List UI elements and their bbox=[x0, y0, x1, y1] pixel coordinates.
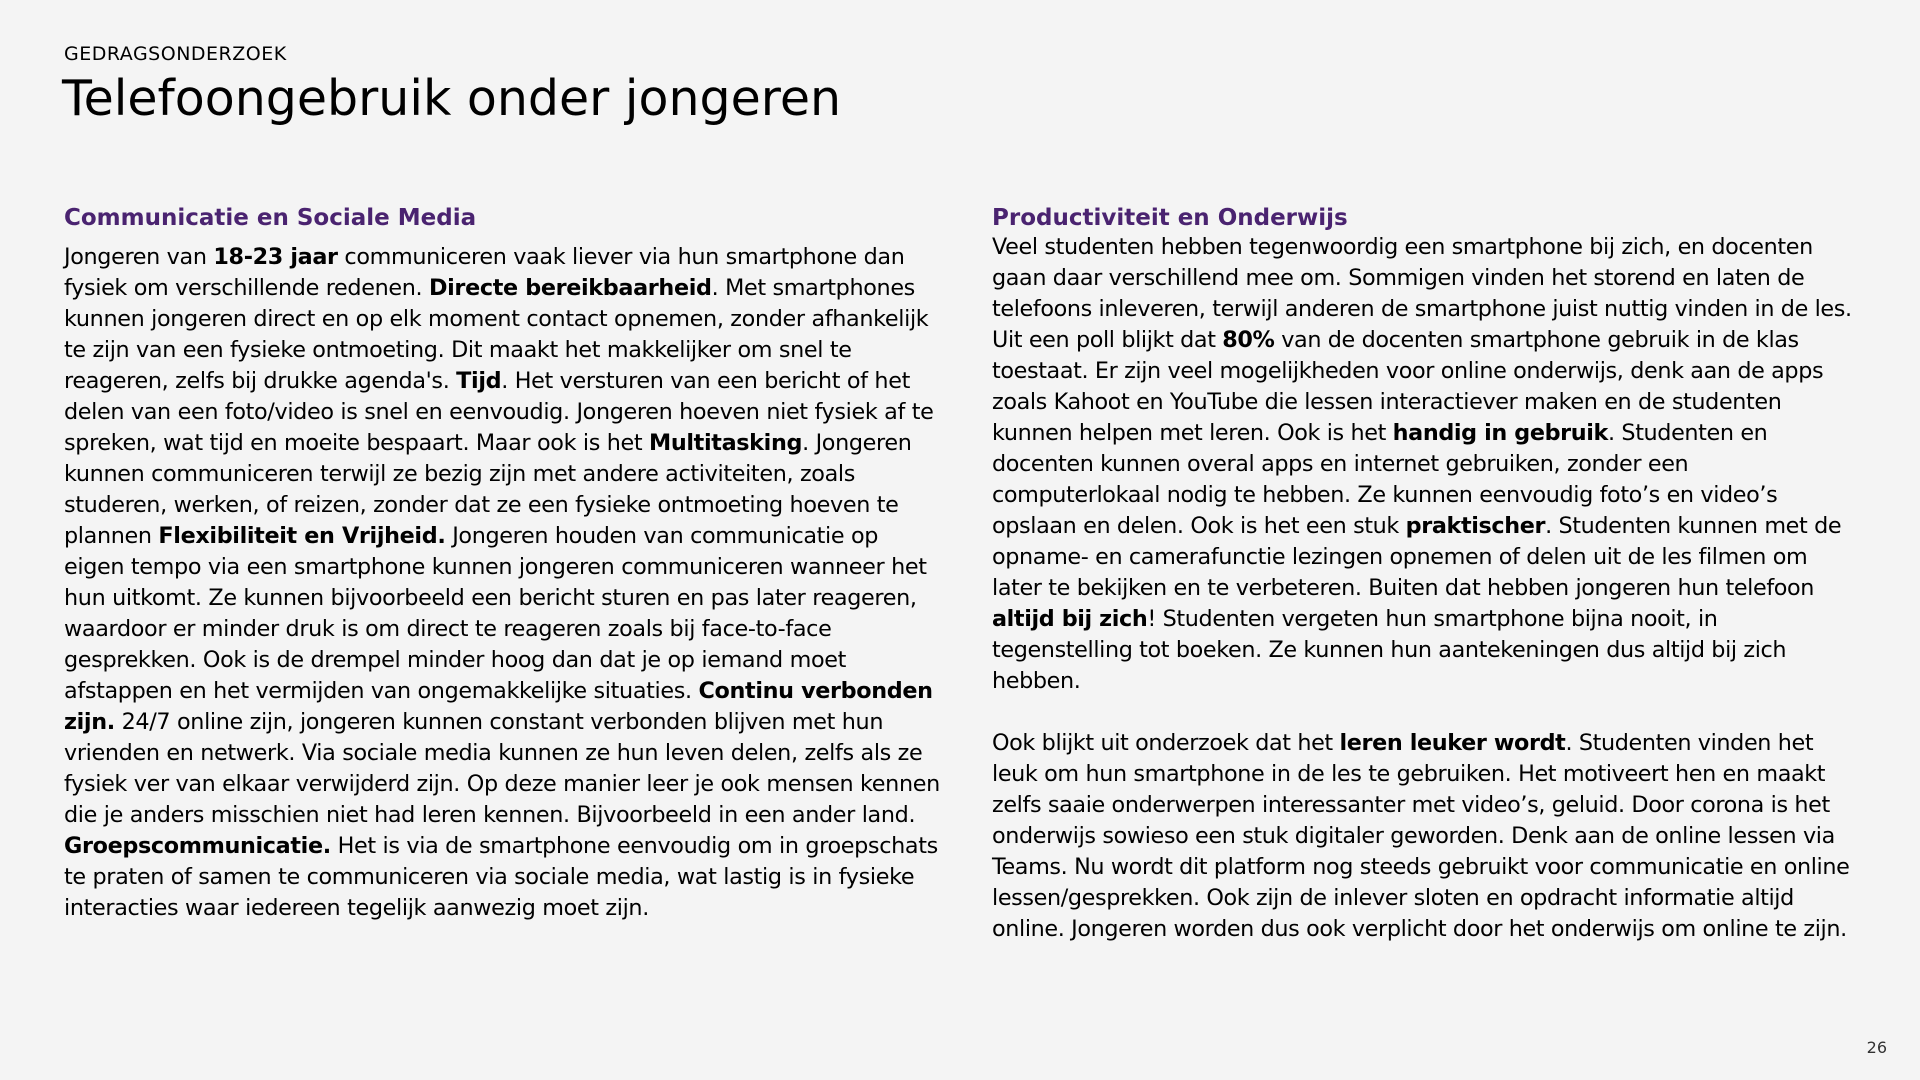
text-run: . Studenten kunnen met de opname- en camerafunctie lezingen opnemen of delen uit de les filmen om later te bekijken en te verbeteren. Buiten dat hebben jongeren hun telefoon bbox=[992, 513, 1842, 601]
bold-text-run: Tijd bbox=[456, 368, 502, 394]
bold-text-run: Directe bereikbaarheid bbox=[428, 275, 712, 301]
text-run: Ook blijkt uit onderzoek dat het bbox=[992, 730, 1340, 756]
text-run: . Het versturen van een bericht of het delen van een foto/video is snel en eenvoudig. Jongeren hoeven niet fysiek af te spreken, wat tijd en moeite bespaart. Maar ook is het bbox=[64, 368, 934, 456]
left-heading: Communicatie en Sociale Media bbox=[64, 205, 477, 231]
text-run: Jongeren van bbox=[64, 244, 214, 270]
text-run: 24/7 online zijn, jongeren kunnen constant verbonden blijven met hun vrienden en netwerk. Via sociale media kunnen ze hun leven delen, zelfs als ze fysiek ver van elkaar verwijderd zijn. Op deze manier leer je ook mensen kennen die je anders misschien niet had leren kennen. Bijvoorbeeld in een ander land. bbox=[64, 709, 940, 828]
text-run: Jongeren houden van communicatie op eigen tempo via een smartphone kunnen jongeren communiceren wanneer het hun uitkomt. Ze kunnen bijvoorbeeld een bericht sturen en pas later reageren, waardoor er minder druk is om direct te reageren zoals bij face-to-face gesprekken. Ook is de drempel minder hoog dan dat je op iemand moet afstappen en het vermijden van ongemakkelijke situaties. bbox=[64, 523, 927, 704]
bold-text-run: 80% bbox=[1222, 327, 1275, 353]
eyebrow-label: GEDRAGSONDERZOEK bbox=[64, 43, 287, 65]
text-run: . Studenten vinden het leuk om hun smartphone in de les te gebruiken. Het motiveert hen en maakt zelfs saaie onderwerpen interessanter met video’s, geluid. Door corona is het onderwijs sowieso een stuk digitaler geworden. Denk aan de online lessen via Teams. Nu wordt dit platform nog steeds gebruikt voor communicatie en online lessen/gesprekken. Ook zijn de inlever sloten en opdracht informatie altijd online. Jongeren worden dus ook verplicht door het onderwijs om online te zijn. bbox=[992, 730, 1850, 942]
right-paragraph-2 bbox=[992, 728, 1862, 945]
text-run: . Met smartphones kunnen jongeren direct en op elk moment contact opnemen, zonder afhankelijk te zijn van een fysieke ontmoeting. Dit maakt het makkelijker om snel te reageren, zelfs bij drukke agenda's. bbox=[64, 275, 929, 394]
text-run: van de docenten smartphone gebruik in de klas toestaat. Er zijn veel mogelijkheden voor online onderwijs, denk aan de apps zoals Kahoot en YouTube die lessen interactiever maken en de studenten kunnen helpen met leren. Ook is het bbox=[992, 327, 1824, 446]
right-heading: Productiviteit en Onderwijs bbox=[992, 205, 1348, 231]
text-run: . Studenten en docenten kunnen overal apps en internet gebruiken, zonder een computerlokaal nodig te hebben. Ze kunnen eenvoudig foto’s en video’s opslaan en delen. Ook is het een stuk bbox=[992, 420, 1778, 539]
right-column bbox=[992, 204, 1862, 945]
text-run: Het is via de smartphone eenvoudig om in groepschats te praten of samen te communiceren via sociale media, wat lastig is in fysieke interacties waar iedereen tegelijk aanwezig moet zijn. bbox=[64, 833, 938, 921]
bold-text-run: Flexibiliteit en Vrijheid. bbox=[158, 523, 446, 549]
bold-text-run: Groepscommunicatie. bbox=[64, 833, 331, 859]
bold-text-run: leren leuker wordt bbox=[1339, 730, 1566, 756]
bold-text-run: handig in gebruik bbox=[1392, 420, 1608, 446]
bold-text-run: altijd bij zich bbox=[992, 606, 1148, 632]
right-paragraph-1 bbox=[992, 232, 1862, 697]
page-title: Telefoongebruik onder jongeren bbox=[62, 70, 842, 127]
left-paragraph bbox=[64, 242, 944, 924]
text-run: Veel studenten hebben tegenwoordig een smartphone bij zich, en docenten gaan daar verschillend mee om. Sommigen vinden het storend en laten de telefoons inleveren, terwijl anderen de smartphone juist nuttig vinden in de les. Uit een poll blijkt dat bbox=[992, 234, 1852, 353]
paragraph-gap bbox=[992, 697, 1862, 728]
bold-text-run: praktischer bbox=[1405, 513, 1546, 539]
text-run: . Jongeren kunnen communiceren terwijl ze bezig zijn met andere activiteiten, zoals studeren, werken, of reizen, zonder dat ze een fysieke ontmoeting hoeven te plannen bbox=[64, 430, 912, 549]
bold-text-run: Multitasking bbox=[649, 430, 803, 456]
bold-text-run: 18-23 jaar bbox=[213, 244, 338, 270]
bold-text-run: Continu verbonden zijn. bbox=[64, 678, 933, 735]
text-run: ! Studenten vergeten hun smartphone bijna nooit, in tegenstelling tot boeken. Ze kunnen hun aantekeningen dus altijd bij zich hebben. bbox=[992, 606, 1787, 694]
text-run: communiceren vaak liever via hun smartphone dan fysiek om verschillende redenen. bbox=[64, 244, 905, 301]
page-number: 26 bbox=[1866, 1038, 1887, 1057]
left-column bbox=[64, 204, 944, 924]
